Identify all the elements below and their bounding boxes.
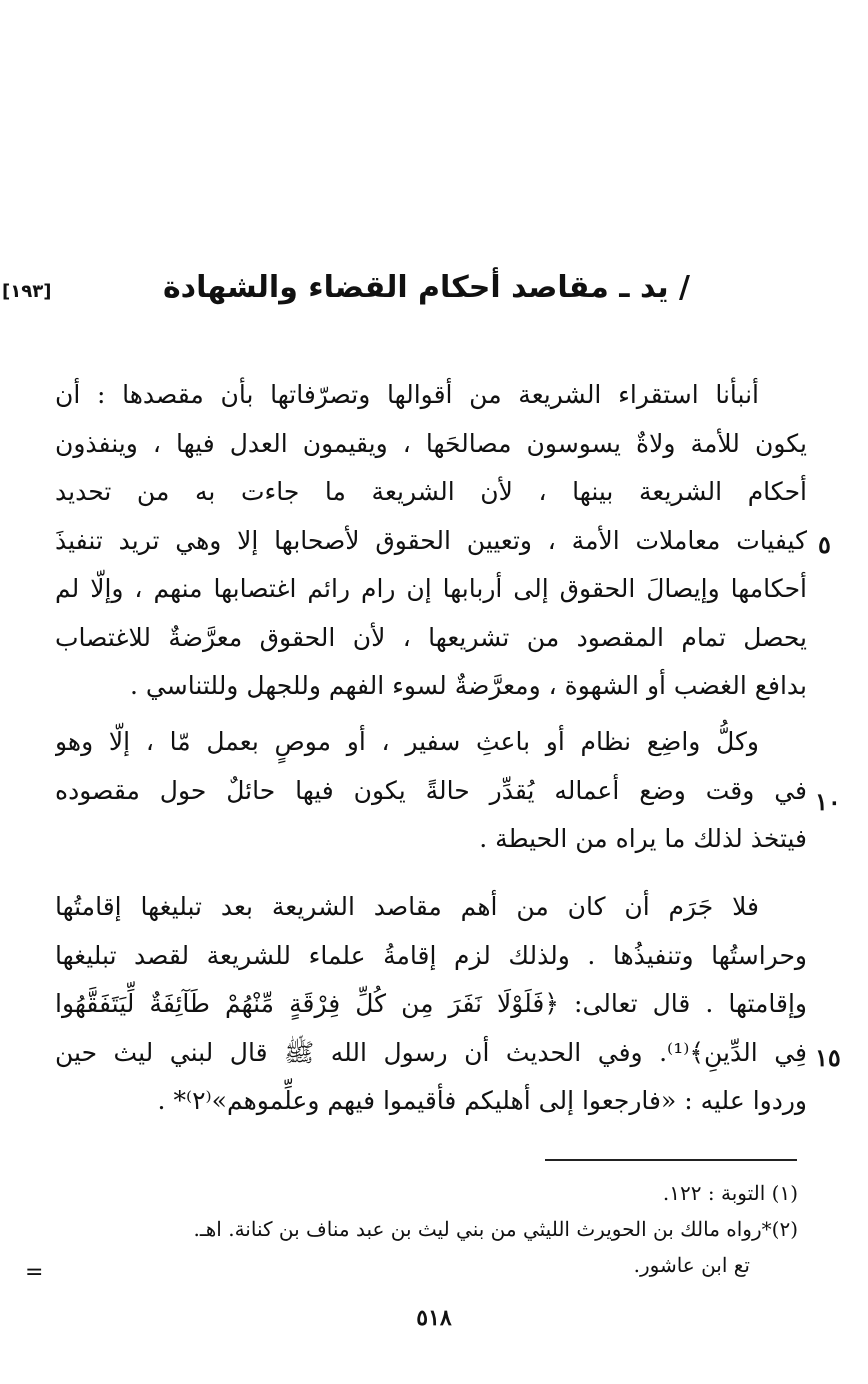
continuation-mark: = (25, 1260, 44, 1285)
footnote: (٢)*رواه مالك بن الحويرث الليثي من بني ليث بن عبد مناف بن كنانة. اهـ. (193, 1217, 798, 1241)
paragraph-line: وحراستُها وتنفيذُها . ولذلك لزم إقامةُ علماء للشريعة لقصد تبليغها (55, 940, 807, 970)
footnote: (١) التوبة : ١٢٢. (662, 1181, 798, 1205)
paragraph-line: وردوا عليه : «فارجعوا إلى أهليكم فأقيموا فيهم وعلِّموهم»⁽٢⁾* . (157, 1086, 807, 1115)
paragraph-line: أحكامها وإيصالَ الحقوق إلى أربابها إن رام رائم اغتصابها منهم ، وإلّا لم (55, 574, 807, 603)
paragraph-line: فلا جَرَم أن كان من أهم مقاصد الشريعة بعد تبليغها إقامتُها (55, 892, 759, 921)
paragraph-2 (55, 718, 807, 864)
paragraph-line: في وقت وضع أعماله يُقدِّر حالةً يكون فيها حائلٌ حول مقصوده (55, 775, 807, 805)
footnotes (70, 1175, 798, 1283)
paragraph-line: وكلُّ واضِع نظام أو باعثِ سفير ، أو موصٍ بعمل مّا ، إلّا وهو (55, 727, 759, 756)
paragraph-line: وإقامتها . قال تعالى: ﴿فَلَوْلَا نَفَرَ مِن كُلِّ فِرْقَةٍ مِّنْهُمْ طَآئِفَةٌ لِّيَتَفَقَّهُوا (55, 989, 807, 1018)
footnote-continuation: تع ابن عاشور. (633, 1253, 750, 1277)
paragraph-line: فيتخذ لذلك ما يراه من الحيطة . (479, 824, 807, 853)
paragraph-line: فِي الدِّينِ﴾⁽¹⁾. وفي الحديث أن رسول الله ﷺ قال لبني ليث حين (55, 1037, 807, 1067)
paragraph-line: أحكام الشريعة بينها ، لأن الشريعة ما جاءت به من تحديد (55, 477, 807, 506)
paragraph-line: بدافع الغضب أو الشهوة ، ومعرَّضةٌ لسوء الفهم وللجهل وللتناسي . (130, 671, 807, 700)
line-number: ٥ (818, 530, 831, 559)
paragraph-1 (55, 371, 807, 711)
page-marker: [١٩٣] (2, 281, 52, 302)
paragraph-line: أنبأنا استقراء الشريعة من أقوالها وتصرّفاتها بأن مقصدها : أن (55, 380, 759, 409)
page-number: ٥١٨ (416, 1305, 452, 1331)
section-heading: / يد ـ مقاصد أحكام القضاء والشهادة (162, 270, 690, 305)
footnote-separator (545, 1159, 797, 1161)
line-number: ١٠ (815, 787, 841, 816)
line-number: ١٥ (815, 1043, 841, 1072)
paragraph-3 (55, 883, 807, 1126)
paragraph-line: يكون للأمة ولاةٌ يسوسون مصالحَها ، ويقيمون العدل فيها ، وينفذون (55, 428, 807, 458)
paragraph-line: يحصل تمام المقصود من تشريعها ، لأن الحقوق معرَّضةٌ للاغتصاب (55, 622, 807, 652)
paragraph-line: كيفيات معاملات الأمة ، وتعيين الحقوق لأصحابها إلا وهي تريد تنفيذَ (55, 525, 807, 555)
